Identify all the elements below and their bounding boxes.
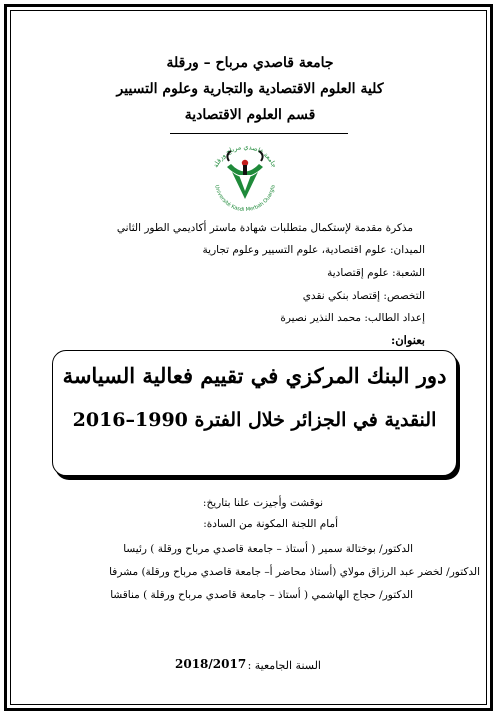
field-line: الميدان: علوم اقتصادية، علوم التسيير وعلوم تجارية <box>202 244 425 256</box>
thesis-title-line-1: دور البنك المركزي في تقييم فعالية السياسة <box>62 363 447 388</box>
academic-year-value: 2018/2017 <box>175 657 247 671</box>
logo-latin-text: Université Kasdi Merbah Ouargla <box>213 184 277 214</box>
thesis-title-line-2: النقدية في الجزائر خلال الفترة 1990–2016 <box>72 409 437 431</box>
title-label: بعنوان: <box>390 333 425 347</box>
department-name: قسم العلوم الاقتصادية <box>184 107 316 123</box>
committee-member-2: الدكتور/ لخضر عبد الرزاق مولاي (أستاذ محاضر أ– جامعة قاصدي مرباح ورقلة) مشرفا <box>109 566 480 578</box>
committee-member-1: الدكتور/ بوختالة سمير ( أستاذ – جامعة قاصدي مرباح ورقلة ) رئيسا <box>123 543 413 555</box>
faculty-name: كلية العلوم الاقتصادية والتجارية وعلوم التسيير <box>116 81 384 97</box>
discussion-date-label: نوقشت وأجيزت علنا بتاريخ: <box>202 497 323 509</box>
student-line: إعداد الطالب: محمد النذير نصيرة <box>280 312 425 324</box>
university-logo <box>205 139 285 215</box>
logo-emblem <box>227 151 263 199</box>
committee-member-3: الدكتور/ حجاج الهاشمي ( أستاذ – جامعة قاصدي مرباح ورقلة ) مناقشا <box>110 589 413 601</box>
thesis-title-box <box>52 350 457 476</box>
specialty-line: التخصص: إقتصاد بنكي نقدي <box>302 290 425 302</box>
memo-description: مذكرة مقدمة لإستكمال متطلبات شهادة ماستر أكاديمي الطور الثاني <box>116 222 413 234</box>
committee-label: أمام اللجنة المكونة من السادة: <box>203 518 338 530</box>
university-name: جامعة قاصدي مرباح – ورقلة <box>166 55 334 71</box>
academic-year-label: السنة الجامعية : <box>247 659 321 672</box>
branch-line: الشعبة: علوم إقتصادية <box>327 267 425 279</box>
logo-arabic-text: جامعة قاصدي مرباح ورقلة <box>211 142 279 169</box>
header-divider <box>170 133 348 134</box>
